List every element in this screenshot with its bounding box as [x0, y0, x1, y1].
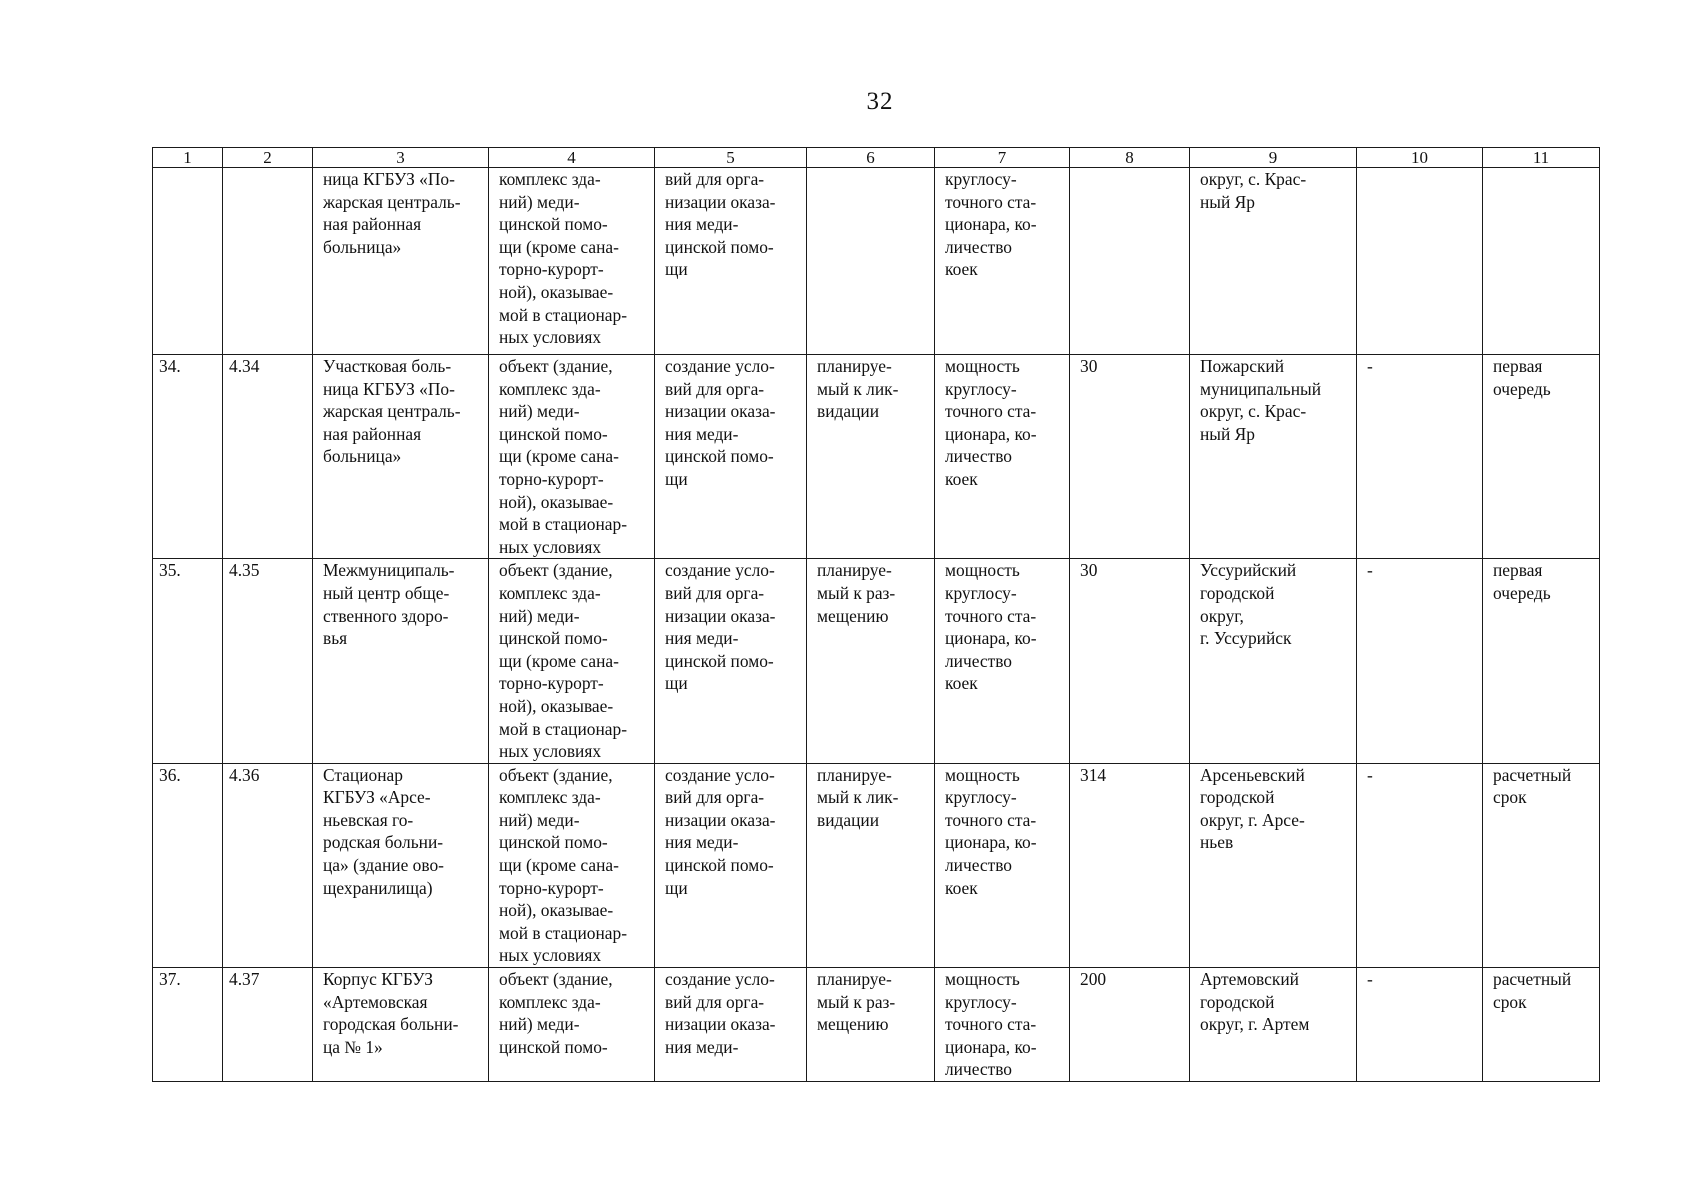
- cell-text-line: низации оказа-: [665, 191, 776, 212]
- cell-text-line: коек: [945, 673, 978, 694]
- cell-text-line: личество: [945, 236, 1012, 257]
- purpose-cell: [655, 763, 807, 967]
- cell-text-line: родская больни-: [323, 832, 444, 853]
- cell-text-line: торно-курорт-: [499, 468, 604, 489]
- cell-text-line: очередь: [1493, 582, 1551, 603]
- cell-text-line: торно-курорт-: [499, 259, 604, 280]
- cell-text-line: ных условиях: [499, 327, 602, 348]
- cell-text-line: ца № 1»: [323, 1036, 383, 1057]
- stage-cell: [1483, 968, 1600, 1082]
- cell-text-line: срок: [1493, 787, 1527, 808]
- cell-text-line: первая: [1493, 560, 1543, 581]
- cell-text-line: мой в стационар-: [499, 922, 627, 943]
- object-type-cell: [489, 355, 655, 559]
- cell-text-line: планируе-: [817, 764, 892, 785]
- column-number-header: 8: [1070, 148, 1190, 168]
- location-cell: [1190, 763, 1357, 967]
- cell-text-line: ний) меди-: [499, 605, 580, 626]
- cell-text-line: ная районная: [323, 214, 422, 235]
- cell-text-line: ный центр обще-: [323, 582, 450, 603]
- location-cell: [1190, 168, 1357, 355]
- cell-text-line: торно-курорт-: [499, 673, 604, 694]
- cell-text-line: ционара, ко-: [945, 832, 1037, 853]
- column-10-cell: [1357, 559, 1483, 763]
- cell-text-line: ной), оказывае-: [499, 281, 614, 302]
- column-number-header: 4: [489, 148, 655, 168]
- cell-text-line: точного ста-: [945, 1014, 1037, 1035]
- cell-text-line: круглосу-: [945, 787, 1017, 808]
- column-10-cell: [1357, 763, 1483, 967]
- cell-text-line: ньев: [1200, 832, 1234, 853]
- cell-text-line: расчетный: [1493, 764, 1572, 785]
- purpose-cell: [655, 559, 807, 763]
- table-row: [153, 559, 1600, 763]
- cell-text-line: точного ста-: [945, 809, 1037, 830]
- cell-text-line: жарская централь-: [323, 401, 461, 422]
- column-10-cell: [1357, 168, 1483, 355]
- cell-text-line: мой в стационар-: [499, 304, 627, 325]
- cell-text-line: КГБУЗ «Арсе-: [323, 787, 431, 808]
- cell-text-line: округ, г. Арсе-: [1200, 809, 1305, 830]
- cell-text-line: ных условиях: [499, 741, 602, 762]
- cell-text-line: ния меди-: [665, 214, 739, 235]
- capacity-type-cell: [935, 968, 1070, 1082]
- cell-text-line: коек: [945, 877, 978, 898]
- cell-text-line: точного ста-: [945, 605, 1037, 626]
- cell-text: 4.34: [229, 356, 260, 376]
- cell-text: 4.37: [229, 969, 260, 990]
- stage-cell: [1483, 168, 1600, 355]
- cell-text-line: ционара, ко-: [945, 423, 1037, 444]
- cell-text-line: щи (кроме сана-: [499, 855, 619, 876]
- cell-text-line: планируе-: [817, 969, 892, 990]
- cell-text-line: цинской помо-: [665, 650, 774, 671]
- cell-text-line: щи (кроме сана-: [499, 446, 619, 467]
- cell-text-line: вий для орга-: [665, 991, 765, 1012]
- purpose-cell: [655, 168, 807, 355]
- cell-text-line: низации оказа-: [665, 605, 776, 626]
- cell-text-line: круглосу-: [945, 169, 1017, 189]
- cell-text-line: мещению: [817, 605, 889, 626]
- cell-text-line: низации оказа-: [665, 401, 776, 422]
- location-cell: [1190, 968, 1357, 1082]
- row-number-cell: [153, 968, 223, 1082]
- cell-text-line: Стационар: [323, 764, 403, 785]
- cell-text-line: вья: [323, 628, 348, 649]
- cell-text-line: ственного здоро-: [323, 605, 449, 626]
- cell-text: 314: [1080, 764, 1107, 785]
- cell-text: 30: [1080, 560, 1098, 581]
- cell-text: -: [1367, 969, 1373, 990]
- object-type-cell: [489, 763, 655, 967]
- cell-text-line: Арсеньевский: [1200, 764, 1305, 785]
- cell-text-line: ной), оказывае-: [499, 900, 614, 921]
- cell-text-line: жарская централь-: [323, 191, 461, 212]
- cell-text-line: Уссурийский: [1200, 560, 1297, 581]
- cell-text-line: ний) меди-: [499, 809, 580, 830]
- stage-cell: [1483, 355, 1600, 559]
- cell-text-line: мощность: [945, 356, 1020, 376]
- cell-text-line: мощность: [945, 969, 1020, 990]
- cell-text-line: щи: [665, 468, 688, 489]
- cell-text-line: городской: [1200, 582, 1275, 603]
- cell-text-line: вий для орга-: [665, 582, 765, 603]
- cell-text-line: цинской помо-: [499, 1036, 608, 1057]
- cell-text-line: городской: [1200, 787, 1275, 808]
- cell-text-line: точного ста-: [945, 401, 1037, 422]
- cell-text-line: комплекс зда-: [499, 787, 601, 808]
- cell-text-line: ния меди-: [665, 832, 739, 853]
- cell-text-line: щи: [665, 877, 688, 898]
- cell-text-line: ний) меди-: [499, 1014, 580, 1035]
- cell-text-line: вий для орга-: [665, 787, 765, 808]
- cell-text-line: цинской помо-: [499, 214, 608, 235]
- cell-text-line: ния меди-: [665, 1036, 739, 1057]
- column-10-cell: [1357, 968, 1483, 1082]
- cell-text-line: мощность: [945, 764, 1020, 785]
- cell-text-line: округ,: [1200, 605, 1244, 626]
- status-cell: [807, 355, 935, 559]
- cell-text: 36.: [159, 764, 181, 785]
- cell-text-line: ница КГБУЗ «По-: [323, 378, 455, 399]
- cell-text-line: больница»: [323, 446, 402, 467]
- code-cell: [223, 168, 313, 355]
- cell-text: 30: [1080, 356, 1098, 376]
- capacity-type-cell: [935, 559, 1070, 763]
- object-name-cell: [313, 968, 489, 1082]
- cell-text-line: округ, с. Крас-: [1200, 169, 1307, 189]
- cell-text-line: щи (кроме сана-: [499, 236, 619, 257]
- row-number-cell: [153, 559, 223, 763]
- cell-text-line: мый к раз-: [817, 991, 896, 1012]
- capacity-type-cell: [935, 168, 1070, 355]
- cell-text-line: «Артемовская: [323, 991, 428, 1012]
- cell-text-line: точного ста-: [945, 191, 1037, 212]
- cell-text-line: коек: [945, 259, 978, 280]
- cell-text-line: очередь: [1493, 378, 1551, 399]
- cell-text-line: щи: [665, 259, 688, 280]
- table-row: [153, 968, 1600, 1082]
- cell-text-line: Пожарский: [1200, 356, 1285, 376]
- cell-text-line: планируе-: [817, 560, 892, 581]
- cell-text-line: создание усло-: [665, 356, 775, 376]
- object-name-cell: [313, 559, 489, 763]
- column-number-header: 6: [807, 148, 935, 168]
- cell-text-line: мой в стационар-: [499, 514, 627, 535]
- cell-text-line: цинской помо-: [499, 423, 608, 444]
- cell-text-line: круглосу-: [945, 991, 1017, 1012]
- cell-text-line: Межмуниципаль-: [323, 560, 455, 581]
- cell-text: 4.36: [229, 764, 260, 785]
- object-type-cell: [489, 559, 655, 763]
- cell-text-line: щехранилища): [323, 877, 433, 898]
- cell-text-line: круглосу-: [945, 378, 1017, 399]
- cell-text-line: городской: [1200, 991, 1275, 1012]
- cell-text-line: личество: [945, 650, 1012, 671]
- cell-text: 35.: [159, 560, 181, 581]
- cell-text-line: видации: [817, 809, 880, 830]
- column-number-row: [153, 148, 1600, 168]
- cell-text-line: ный Яр: [1200, 423, 1255, 444]
- cell-text-line: ница КГБУЗ «По-: [323, 169, 455, 189]
- column-number-header: 10: [1357, 148, 1483, 168]
- column-number-header: 1: [153, 148, 223, 168]
- cell-text-line: ных условиях: [499, 945, 602, 966]
- cell-text-line: ньевская го-: [323, 809, 414, 830]
- cell-text-line: цинской помо-: [499, 832, 608, 853]
- object-type-cell: [489, 168, 655, 355]
- row-number-cell: [153, 763, 223, 967]
- cell-text-line: ная районная: [323, 423, 422, 444]
- cell-text-line: объект (здание,: [499, 356, 613, 376]
- cell-text-line: городская больни-: [323, 1014, 459, 1035]
- cell-text: 200: [1080, 969, 1107, 990]
- cell-text-line: Артемовский: [1200, 969, 1299, 990]
- cell-text-line: ний) меди-: [499, 401, 580, 422]
- code-cell: [223, 968, 313, 1082]
- cell-text-line: расчетный: [1493, 969, 1572, 990]
- cell-text-line: комплекс зда-: [499, 378, 601, 399]
- cell-text-line: ционара, ко-: [945, 628, 1037, 649]
- cell-text: 37.: [159, 969, 181, 990]
- capacity-type-cell: [935, 355, 1070, 559]
- cell-text-line: ных условиях: [499, 536, 602, 557]
- capacity-value-cell: [1070, 168, 1190, 355]
- capacity-value-cell: [1070, 559, 1190, 763]
- cell-text-line: коек: [945, 468, 978, 489]
- cell-text-line: комплекс зда-: [499, 582, 601, 603]
- cell-text-line: щи: [665, 673, 688, 694]
- status-cell: [807, 763, 935, 967]
- table-row: [153, 763, 1600, 967]
- cell-text-line: ной), оказывае-: [499, 491, 614, 512]
- cell-text-line: г. Уссурийск: [1200, 628, 1292, 649]
- row-number-cell: [153, 355, 223, 559]
- cell-text-line: округ, с. Крас-: [1200, 401, 1307, 422]
- cell-text-line: цинской помо-: [665, 855, 774, 876]
- cell-text-line: больница»: [323, 236, 402, 257]
- cell-text-line: щи (кроме сана-: [499, 650, 619, 671]
- cell-text-line: мый к лик-: [817, 378, 899, 399]
- status-cell: [807, 559, 935, 763]
- cell-text-line: ной), оказывае-: [499, 695, 614, 716]
- table-row: [153, 168, 1600, 355]
- cell-text: -: [1367, 560, 1373, 581]
- cell-text-line: личество: [945, 855, 1012, 876]
- cell-text-line: объект (здание,: [499, 969, 613, 990]
- cell-text-line: ний) меди-: [499, 191, 580, 212]
- cell-text-line: вий для орга-: [665, 169, 765, 189]
- cell-text-line: объект (здание,: [499, 764, 613, 785]
- location-cell: [1190, 355, 1357, 559]
- stage-cell: [1483, 763, 1600, 967]
- cell-text-line: объект (здание,: [499, 560, 613, 581]
- cell-text: -: [1367, 356, 1373, 376]
- column-number-header: 2: [223, 148, 313, 168]
- purpose-cell: [655, 355, 807, 559]
- cell-text-line: ца» (здание ово-: [323, 855, 444, 876]
- cell-text-line: Участковая боль-: [323, 356, 452, 376]
- column-number-header: 9: [1190, 148, 1357, 168]
- cell-text-line: ный Яр: [1200, 191, 1255, 212]
- capacity-value-cell: [1070, 968, 1190, 1082]
- cell-text-line: ния меди-: [665, 628, 739, 649]
- column-number-header: 7: [935, 148, 1070, 168]
- page-number: 32: [866, 88, 894, 115]
- code-cell: [223, 559, 313, 763]
- purpose-cell: [655, 968, 807, 1082]
- code-cell: [223, 763, 313, 967]
- cell-text: -: [1367, 764, 1373, 785]
- status-cell: [807, 968, 935, 1082]
- location-cell: [1190, 559, 1357, 763]
- cell-text-line: цинской помо-: [499, 628, 608, 649]
- cell-text-line: ционара, ко-: [945, 214, 1037, 235]
- cell-text-line: мещению: [817, 1014, 889, 1035]
- column-10-cell: [1357, 355, 1483, 559]
- row-number-cell: [153, 168, 223, 355]
- stage-cell: [1483, 559, 1600, 763]
- cell-text-line: низации оказа-: [665, 1014, 776, 1035]
- cell-text-line: цинской помо-: [665, 236, 774, 257]
- cell-text-line: торно-курорт-: [499, 877, 604, 898]
- table-row: [153, 355, 1600, 559]
- cell-text-line: личество: [945, 446, 1012, 467]
- cell-text-line: цинской помо-: [665, 446, 774, 467]
- object-name-cell: [313, 168, 489, 355]
- cell-text-line: мый к лик-: [817, 787, 899, 808]
- cell-text-line: ционара, ко-: [945, 1036, 1037, 1057]
- cell-text-line: вий для орга-: [665, 378, 765, 399]
- cell-text-line: ния меди-: [665, 423, 739, 444]
- cell-text-line: срок: [1493, 991, 1527, 1012]
- object-name-cell: [313, 763, 489, 967]
- objects-table: [152, 147, 1600, 1082]
- capacity-value-cell: [1070, 763, 1190, 967]
- cell-text-line: низации оказа-: [665, 809, 776, 830]
- code-cell: [223, 355, 313, 559]
- cell-text-line: муниципальный: [1200, 378, 1322, 399]
- cell-text-line: создание усло-: [665, 969, 775, 990]
- cell-text-line: видации: [817, 401, 880, 422]
- cell-text-line: первая: [1493, 356, 1543, 376]
- cell-text-line: создание усло-: [665, 764, 775, 785]
- object-name-cell: [313, 355, 489, 559]
- cell-text-line: комплекс зда-: [499, 169, 601, 189]
- column-number-header: 3: [313, 148, 489, 168]
- cell-text: 34.: [159, 356, 181, 376]
- cell-text-line: планируе-: [817, 356, 892, 376]
- status-cell: [807, 168, 935, 355]
- cell-text-line: личество: [945, 1059, 1012, 1080]
- cell-text: 4.35: [229, 560, 260, 581]
- capacity-value-cell: [1070, 355, 1190, 559]
- cell-text-line: мый к раз-: [817, 582, 896, 603]
- cell-text-line: круглосу-: [945, 582, 1017, 603]
- cell-text-line: создание усло-: [665, 560, 775, 581]
- cell-text-line: округ, г. Артем: [1200, 1014, 1310, 1035]
- cell-text-line: Корпус КГБУЗ: [323, 969, 434, 990]
- column-number-header: 11: [1483, 148, 1600, 168]
- cell-text-line: мой в стационар-: [499, 718, 627, 739]
- capacity-type-cell: [935, 763, 1070, 967]
- table-body: [153, 168, 1600, 1082]
- column-number-header: 5: [655, 148, 807, 168]
- object-type-cell: [489, 968, 655, 1082]
- cell-text-line: мощность: [945, 560, 1020, 581]
- cell-text-line: комплекс зда-: [499, 991, 601, 1012]
